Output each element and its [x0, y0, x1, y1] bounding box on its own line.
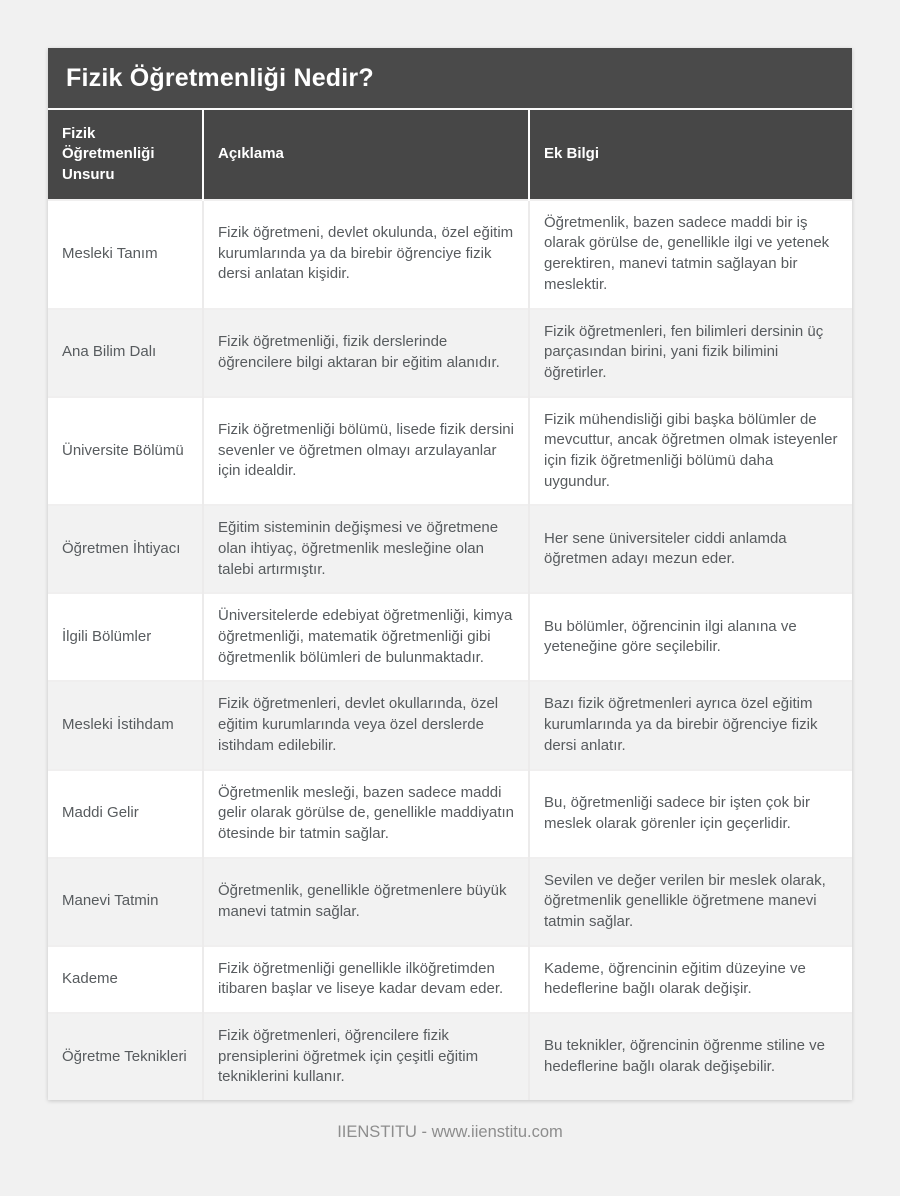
cell-ek-bilgi: Bazı fizik öğretmenleri ayrıca özel eğitim kurumlarında ya da birebir öğrenciye fizik dersi anlatır.	[529, 681, 852, 769]
cell-unsur: İlgili Bölümler	[48, 593, 203, 681]
column-header: Fizik Öğretmenliği Unsuru	[48, 110, 203, 200]
table-row	[48, 770, 852, 858]
cell-unsur: Öğretme Teknikleri	[48, 1013, 203, 1100]
table-row	[48, 1013, 852, 1100]
cell-unsur: Öğretmen İhtiyacı	[48, 505, 203, 593]
cell-ek-bilgi: Bu teknikler, öğrencinin öğrenme stiline ve hedeflerine bağlı olarak değişebilir.	[529, 1013, 852, 1100]
cell-unsur: Kademe	[48, 946, 203, 1013]
cell-unsur: Üniversite Bölümü	[48, 397, 203, 506]
cell-ek-bilgi: Sevilen ve değer verilen bir meslek olarak, öğretmenlik genellikle öğretmene manevi tatmin sağlar.	[529, 858, 852, 946]
table-row	[48, 593, 852, 681]
cell-aciklama: Fizik öğretmenliği, fizik derslerinde öğrencilere bilgi aktaran bir eğitim alanıdır.	[203, 309, 529, 397]
cell-aciklama: Öğretmenlik mesleği, bazen sadece maddi gelir olarak görülse de, genellikle maddiyatın ötesinde bir tatmin sağlar.	[203, 770, 529, 858]
page-title: Fizik Öğretmenliği Nedir?	[48, 48, 852, 110]
cell-ek-bilgi: Bu, öğretmenliği sadece bir işten çok bir meslek olarak görenler için geçerlidir.	[529, 770, 852, 858]
cell-unsur: Mesleki İstihdam	[48, 681, 203, 769]
table-body	[48, 200, 852, 1100]
cell-ek-bilgi: Kademe, öğrencinin eğitim düzeyine ve hedeflerine bağlı olarak değişir.	[529, 946, 852, 1013]
cell-ek-bilgi: Fizik öğretmenleri, fen bilimleri dersinin üç parçasından birini, yani fizik bilimini öğretirler.	[529, 309, 852, 397]
cell-unsur: Mesleki Tanım	[48, 200, 203, 309]
table-row	[48, 505, 852, 593]
table-row	[48, 858, 852, 946]
cell-aciklama: Fizik öğretmenliği bölümü, lisede fizik dersini sevenler ve öğretmen olmayı arzulayanlar için idealdir.	[203, 397, 529, 506]
cell-unsur: Ana Bilim Dalı	[48, 309, 203, 397]
cell-aciklama: Eğitim sisteminin değişmesi ve öğretmene olan ihtiyaç, öğretmenlik mesleğine olan talebi artırmıştır.	[203, 505, 529, 593]
cell-aciklama: Fizik öğretmeni, devlet okulunda, özel eğitim kurumlarında ya da birebir öğrenciye fizik dersi anlatan kişidir.	[203, 200, 529, 309]
column-header: Ek Bilgi	[529, 110, 852, 200]
cell-ek-bilgi: Fizik mühendisliği gibi başka bölümler de mevcuttur, ancak öğretmen olmak isteyenler için fizik öğretmenliği bölümü daha uygundur.	[529, 397, 852, 506]
cell-unsur: Maddi Gelir	[48, 770, 203, 858]
table-header-row	[48, 110, 852, 200]
content-card	[48, 48, 852, 1100]
cell-aciklama: Üniversitelerde edebiyat öğretmenliği, kimya öğretmenliği, matematik öğretmenliği gibi öğretmenlik bölümleri de bulunmaktadır.	[203, 593, 529, 681]
table-row	[48, 200, 852, 309]
table-row	[48, 309, 852, 397]
cell-unsur: Manevi Tatmin	[48, 858, 203, 946]
cell-ek-bilgi: Her sene üniversiteler ciddi anlamda öğretmen adayı mezun eder.	[529, 505, 852, 593]
cell-ek-bilgi: Bu bölümler, öğrencinin ilgi alanına ve yeteneğine göre seçilebilir.	[529, 593, 852, 681]
cell-aciklama: Öğretmenlik, genellikle öğretmenlere büyük manevi tatmin sağlar.	[203, 858, 529, 946]
cell-aciklama: Fizik öğretmenleri, öğrencilere fizik prensiplerini öğretmek için çeşitli eğitim tekniklerini kullanır.	[203, 1013, 529, 1100]
column-header: Açıklama	[203, 110, 529, 200]
table-row	[48, 946, 852, 1013]
cell-aciklama: Fizik öğretmenliği genellikle ilköğretimden itibaren başlar ve liseye kadar devam eder.	[203, 946, 529, 1013]
info-table	[48, 110, 852, 1100]
footer-attribution: IIENSTITU - www.iienstitu.com	[337, 1123, 563, 1141]
table-row	[48, 397, 852, 506]
cell-ek-bilgi: Öğretmenlik, bazen sadece maddi bir iş olarak görülse de, genellikle ilgi ve yetenek gerektiren, manevi tatmin sağlayan bir meslektir.	[529, 200, 852, 309]
cell-aciklama: Fizik öğretmenleri, devlet okullarında, özel eğitim kurumlarında veya özel derslerde istihdam edilebilir.	[203, 681, 529, 769]
table-row	[48, 681, 852, 769]
